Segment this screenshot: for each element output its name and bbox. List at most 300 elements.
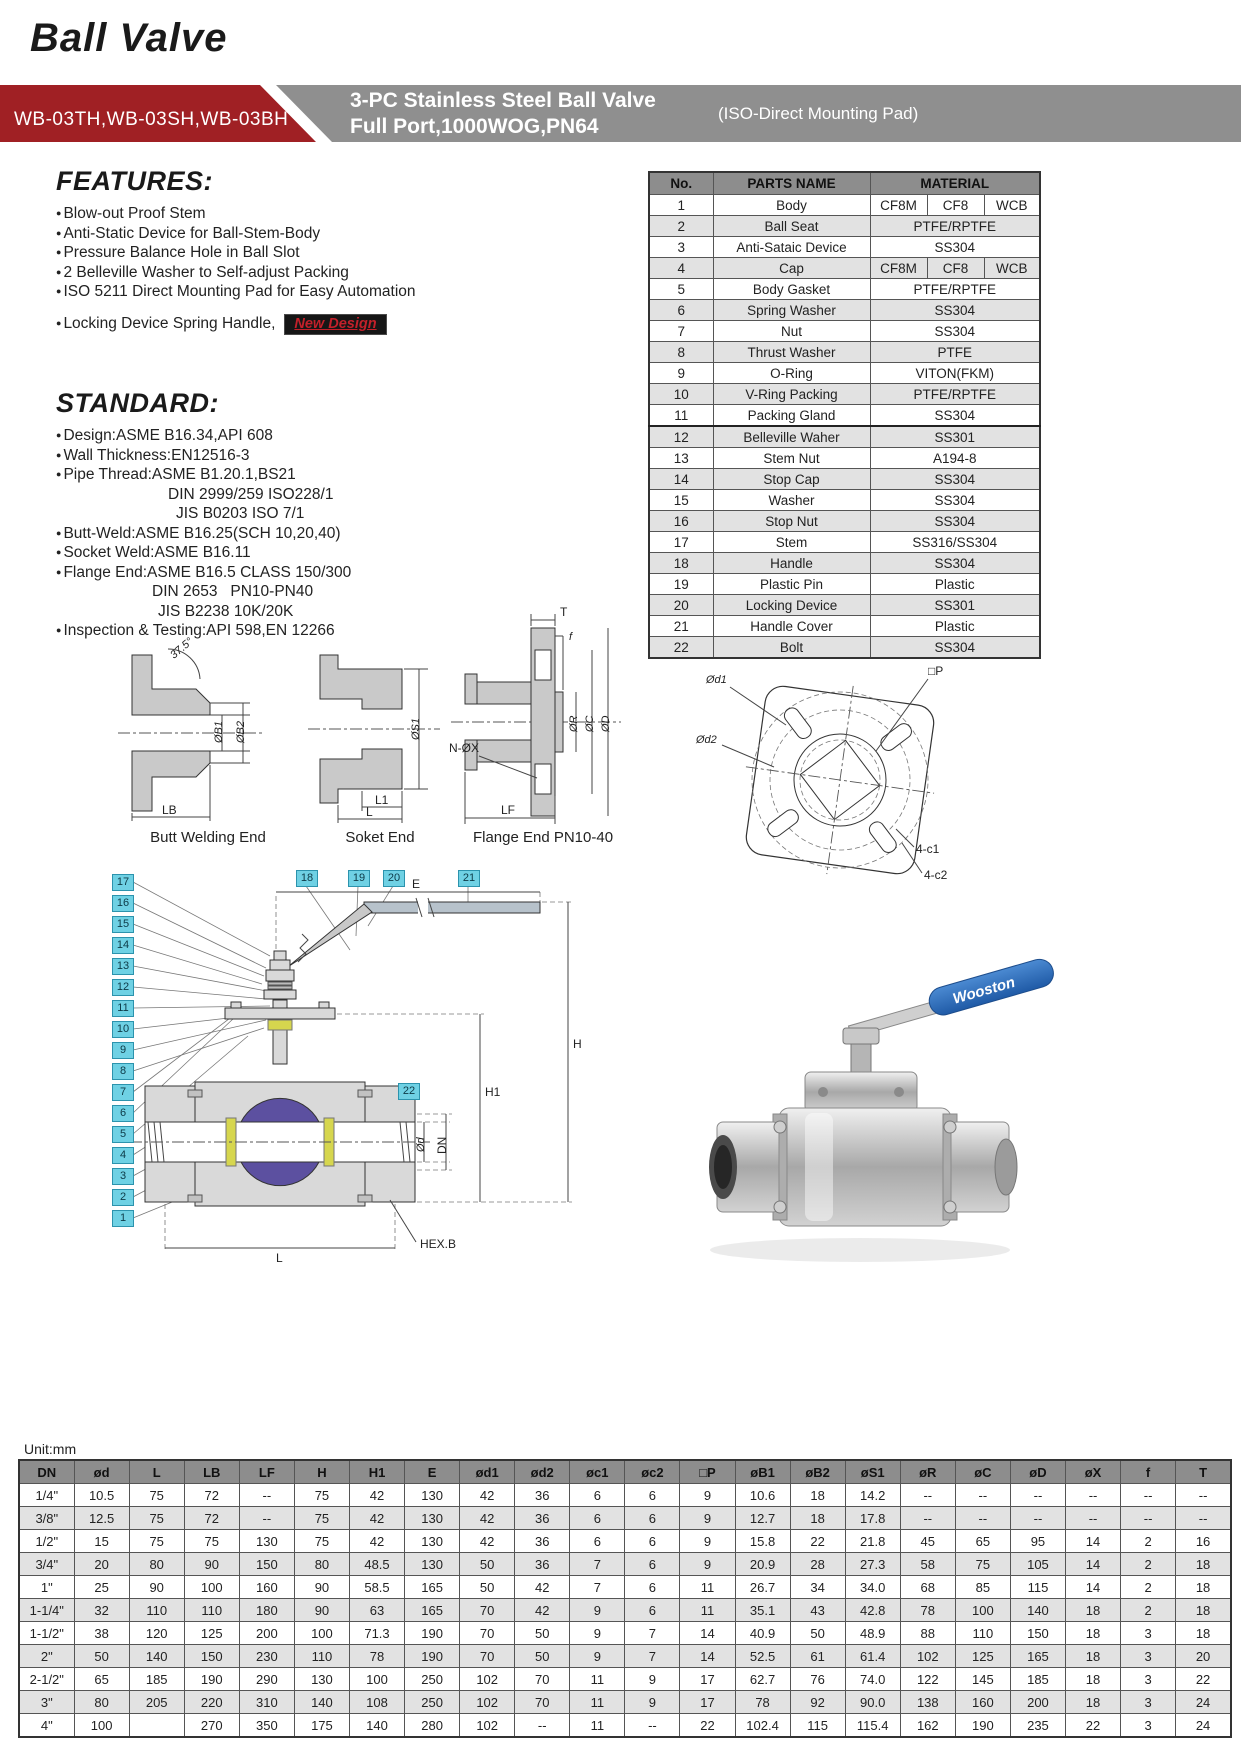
dims-cell: 50: [515, 1645, 570, 1668]
flange-end-drawing: [445, 600, 635, 828]
dims-cell: 6: [570, 1507, 625, 1530]
part-material: SS304: [870, 490, 1040, 511]
parts-row: [649, 532, 1040, 553]
dims-cell: 140: [129, 1645, 184, 1668]
dims-cell: 7: [570, 1576, 625, 1599]
parts-row: [649, 553, 1040, 574]
dims-cell: 50: [74, 1645, 129, 1668]
dims-cell: 36: [515, 1530, 570, 1553]
dims-cell: 6: [625, 1553, 680, 1576]
dims-cell: --: [1065, 1507, 1120, 1530]
part-material: SS301: [870, 595, 1040, 616]
dims-cell: 175: [294, 1714, 349, 1738]
valve-body-center: [779, 1108, 951, 1226]
dims-cell: 130: [405, 1553, 460, 1576]
dims-cell: 2: [1121, 1553, 1176, 1576]
dims-cell: 48.9: [845, 1622, 900, 1645]
dims-cell: 74.0: [845, 1668, 900, 1691]
dims-cell: 3: [1121, 1714, 1176, 1738]
standard-heading: STANDARD:: [56, 388, 219, 418]
dims-cell: 100: [184, 1576, 239, 1599]
dims-cell: 160: [239, 1576, 294, 1599]
product-photo: [655, 900, 1075, 1285]
dims-cell: --: [1010, 1507, 1065, 1530]
dims-col-header: E: [405, 1460, 460, 1484]
part-callout: 15: [112, 916, 134, 933]
parts-table-body: [649, 195, 1040, 659]
part-material: PTFE/RPTFE: [870, 216, 1040, 237]
pad-p-label: □P: [928, 664, 944, 678]
dims-cell: 1/2": [19, 1530, 74, 1553]
dims-cell: 75: [129, 1530, 184, 1553]
dims-cell: 42.8: [845, 1599, 900, 1622]
flange-c-label: ØC: [584, 715, 596, 732]
dims-row: [19, 1484, 1231, 1507]
dims-cell: 150: [184, 1645, 239, 1668]
dims-cell: 138: [900, 1691, 955, 1714]
dims-cell: 3": [19, 1691, 74, 1714]
dims-cell: 34: [790, 1576, 845, 1599]
dims-cell: 11: [680, 1599, 735, 1622]
part-callout: 13: [112, 958, 134, 975]
bullet: ●: [56, 469, 62, 479]
dims-cell: --: [955, 1507, 1010, 1530]
dims-cell: 150: [1010, 1622, 1065, 1645]
dims-cell: 160: [955, 1691, 1010, 1714]
dims-col-header: øc1: [570, 1460, 625, 1484]
part-no: 3: [649, 237, 713, 258]
dims-cell: 20: [74, 1553, 129, 1576]
feature-item: ● Blow-out Proof Stem: [56, 205, 206, 222]
standard-item: JIS B0203 ISO 7/1: [176, 505, 305, 522]
butt-b2-label: ØB2: [235, 720, 247, 743]
dims-cell: --: [1176, 1484, 1231, 1507]
dims-cell: 140: [1010, 1599, 1065, 1622]
dims-col-header: ød1: [460, 1460, 515, 1484]
dims-cell: 3: [1121, 1668, 1176, 1691]
bullet: ●: [56, 430, 62, 440]
dims-cell: 100: [349, 1668, 404, 1691]
flange-caption: Flange End PN10-40: [472, 829, 614, 846]
socket-caption: Soket End: [345, 829, 415, 846]
butt-weld-end-drawing: [110, 625, 288, 825]
dims-cell: 26.7: [735, 1576, 790, 1599]
dims-cell: 9: [570, 1645, 625, 1668]
parts-row: [649, 237, 1040, 258]
part-material: PTFE/RPTFE: [870, 384, 1040, 405]
dims-cell: 3: [1121, 1622, 1176, 1645]
part-name: Body Gasket: [713, 279, 870, 300]
dims-cell: 230: [239, 1645, 294, 1668]
dims-cell: 52.5: [735, 1645, 790, 1668]
part-callout: 9: [112, 1042, 134, 1059]
part-name: Belleville Waher: [713, 426, 870, 448]
part-callout: 7: [112, 1084, 134, 1101]
part-material: SS304: [870, 469, 1040, 490]
dims-cell: 18: [1176, 1576, 1231, 1599]
dims-cell: 102: [460, 1668, 515, 1691]
dims-cell: 18: [790, 1507, 845, 1530]
dims-cell: 18: [1065, 1691, 1120, 1714]
dims-cell: --: [1121, 1507, 1176, 1530]
dims-cell: 6: [625, 1507, 680, 1530]
pad-d1-label: Ød1: [706, 674, 727, 686]
dims-cell: 90: [294, 1576, 349, 1599]
dims-cell: 7: [625, 1622, 680, 1645]
part-material: CF8M: [870, 258, 927, 279]
dims-cell: 9: [570, 1599, 625, 1622]
dims-cell: 190: [955, 1714, 1010, 1738]
part-name: Handle Cover: [713, 616, 870, 637]
standard-item: ● Socket Weld:ASME B16.11: [56, 544, 251, 561]
flange-r-label: ØR: [568, 715, 580, 732]
bullet: ●: [56, 625, 62, 635]
part-callout: 4: [112, 1147, 134, 1164]
part-no: 5: [649, 279, 713, 300]
dims-cell: 105: [1010, 1553, 1065, 1576]
bullet: ●: [56, 227, 62, 238]
part-material: WCB: [984, 195, 1040, 216]
dims-row: [19, 1599, 1231, 1622]
part-callout: 17: [112, 874, 134, 891]
part-material: CF8: [927, 258, 984, 279]
dims-cell: 18: [1065, 1599, 1120, 1622]
parts-row: [649, 405, 1040, 427]
dims-cell: 115.4: [845, 1714, 900, 1738]
part-material: SS304: [870, 237, 1040, 258]
dims-cell: 27.3: [845, 1553, 900, 1576]
dims-cell: 200: [1010, 1691, 1065, 1714]
col-parts-name: PARTS NAME: [713, 172, 870, 195]
dims-cell: 75: [184, 1530, 239, 1553]
part-name: O-Ring: [713, 363, 870, 384]
bullet: ●: [56, 449, 62, 460]
part-no: 19: [649, 574, 713, 595]
dims-cell: 130: [239, 1530, 294, 1553]
feature-item: ● ISO 5211 Direct Mounting Pad for Easy Automation: [56, 283, 416, 300]
part-name: Packing Gland: [713, 405, 870, 427]
part-name: Body: [713, 195, 870, 216]
pad-d2-label: Ød2: [696, 734, 717, 746]
dims-cell: 48.5: [349, 1553, 404, 1576]
dims-cell: 70: [460, 1645, 515, 1668]
parts-row: [649, 216, 1040, 237]
parts-row: [649, 321, 1040, 342]
dims-cell: 20.9: [735, 1553, 790, 1576]
dims-cell: 6: [570, 1484, 625, 1507]
part-no: 22: [649, 637, 713, 659]
dims-cell: 250: [405, 1691, 460, 1714]
dims-cell: 140: [349, 1714, 404, 1738]
parts-row: [649, 469, 1040, 490]
dims-cell: 310: [239, 1691, 294, 1714]
dims-cell: --: [1121, 1484, 1176, 1507]
dims-cell: 36: [515, 1484, 570, 1507]
dims-cell: 11: [570, 1714, 625, 1738]
part-no: 12: [649, 426, 713, 448]
dims-cell: 22: [680, 1714, 735, 1738]
mounting-pad-drawing: [690, 645, 970, 910]
dims-cell: 18: [1176, 1622, 1231, 1645]
dim-dn-label: DN: [435, 1136, 449, 1154]
dims-cell: 9: [625, 1668, 680, 1691]
part-callout: 22: [398, 1083, 420, 1100]
parts-row: [649, 342, 1040, 363]
standard-item: JIS B2238 10K/20K: [158, 602, 294, 620]
dims-cell: 102: [900, 1645, 955, 1668]
part-name: Nut: [713, 321, 870, 342]
dims-cell: --: [239, 1484, 294, 1507]
dims-cell: 9: [680, 1507, 735, 1530]
dims-row: [19, 1507, 1231, 1530]
dims-cell: 78: [735, 1691, 790, 1714]
dims-cell: 24: [1176, 1691, 1231, 1714]
dims-row: [19, 1530, 1231, 1553]
dims-row: [19, 1668, 1231, 1691]
flange-t-label: T: [560, 605, 568, 619]
dims-cell: 75: [129, 1484, 184, 1507]
dims-cell: 42: [460, 1507, 515, 1530]
part-material: SS304: [870, 405, 1040, 427]
dims-cell: 11: [570, 1691, 625, 1714]
part-material: SS304: [870, 511, 1040, 532]
dims-cell: 100: [74, 1714, 129, 1738]
part-callout: 11: [112, 1000, 134, 1017]
part-name: Bolt: [713, 637, 870, 659]
dims-cell: 125: [184, 1622, 239, 1645]
dims-cell: 2: [1121, 1599, 1176, 1622]
dims-cell: 6: [570, 1530, 625, 1553]
dims-cell: 61.4: [845, 1645, 900, 1668]
dims-cell: 102: [460, 1714, 515, 1738]
dims-cell: 145: [955, 1668, 1010, 1691]
dims-cell: 110: [129, 1599, 184, 1622]
dims-cell: 50: [790, 1622, 845, 1645]
dim-h1-label: H1: [485, 1085, 501, 1099]
part-no: 21: [649, 616, 713, 637]
dims-cell: 50: [460, 1576, 515, 1599]
dims-col-header: H1: [349, 1460, 404, 1484]
flange-nx-label: N-ØX: [449, 741, 479, 755]
dims-cell: 6: [625, 1576, 680, 1599]
dims-cell: 11: [570, 1668, 625, 1691]
part-material: WCB: [984, 258, 1040, 279]
dims-cell: 70: [515, 1668, 570, 1691]
dims-cell: 10.6: [735, 1484, 790, 1507]
part-material: Plastic: [870, 574, 1040, 595]
standard-item: ● Inspection & Testing:API 598,EN 12266: [56, 622, 335, 639]
dims-cell: 18: [1065, 1622, 1120, 1645]
part-no: 9: [649, 363, 713, 384]
dims-col-header: øR: [900, 1460, 955, 1484]
dims-cell: 7: [570, 1553, 625, 1576]
dim-e-label: E: [412, 877, 421, 891]
dims-cell: 45: [900, 1530, 955, 1553]
dims-cell: --: [1065, 1484, 1120, 1507]
dims-col-header: øX: [1065, 1460, 1120, 1484]
parts-row: [649, 300, 1040, 321]
dims-cell: 42: [515, 1599, 570, 1622]
standard-item: ● Pipe Thread:ASME B1.20.1,BS21: [56, 466, 296, 483]
dims-cell: 120: [129, 1622, 184, 1645]
dims-cell: 90: [294, 1599, 349, 1622]
parts-row: [649, 574, 1040, 595]
dims-cell: 75: [294, 1530, 349, 1553]
parts-row: [649, 279, 1040, 300]
part-callout: 19: [348, 870, 370, 887]
dims-cell: 58.5: [349, 1576, 404, 1599]
dims-cell: 290: [239, 1668, 294, 1691]
dim-h-label: H: [573, 1037, 582, 1051]
dims-cell: 15.8: [735, 1530, 790, 1553]
socket-end-drawing: [300, 625, 460, 825]
part-material: CF8: [927, 195, 984, 216]
bullet: ●: [56, 266, 62, 277]
dims-cell: 75: [955, 1553, 1010, 1576]
dims-cell: 42: [515, 1576, 570, 1599]
dimensions-table: [18, 1459, 1232, 1738]
dims-cell: 102.4: [735, 1714, 790, 1738]
dims-cell: 65: [74, 1668, 129, 1691]
part-no: 8: [649, 342, 713, 363]
dims-cell: 58: [900, 1553, 955, 1576]
dims-col-header: L: [129, 1460, 184, 1484]
bullet: ●: [56, 286, 62, 296]
dims-cell: 1-1/2": [19, 1622, 74, 1645]
dims-cell: 3: [1121, 1691, 1176, 1714]
part-name: Thrust Washer: [713, 342, 870, 363]
part-callout: 14: [112, 937, 134, 954]
model-codes: WB-03TH,WB-03SH,WB-03BH: [14, 109, 289, 130]
dims-cell: 140: [294, 1691, 349, 1714]
butt-weld-caption: Butt Welding End: [150, 829, 266, 846]
part-callout: 10: [112, 1021, 134, 1038]
dims-cell: 14: [1065, 1576, 1120, 1599]
handle-brand-text: Wooston: [950, 973, 1018, 1008]
socket-l1-label: L1: [375, 793, 389, 807]
dims-cell: --: [900, 1507, 955, 1530]
dims-cell: 130: [294, 1668, 349, 1691]
dims-col-header: f: [1121, 1460, 1176, 1484]
part-callout: 3: [112, 1168, 134, 1185]
dims-cell: 42: [349, 1507, 404, 1530]
dims-cell: 18: [1065, 1668, 1120, 1691]
dims-cell: 50: [460, 1553, 515, 1576]
dims-cell: 22: [790, 1530, 845, 1553]
dims-cell: 9: [680, 1530, 735, 1553]
locking-feature-row: [56, 314, 496, 335]
bullet: ●: [56, 566, 62, 577]
part-material: SS301: [870, 426, 1040, 448]
dims-cell: 102: [460, 1691, 515, 1714]
dims-cell: 36: [515, 1507, 570, 1530]
dims-cell: 11: [680, 1576, 735, 1599]
dims-cell: 38: [74, 1622, 129, 1645]
dims-cell: 12.5: [74, 1507, 129, 1530]
dim-l-label: L: [276, 1251, 283, 1265]
dims-cell: 270: [184, 1714, 239, 1738]
part-no: 17: [649, 532, 713, 553]
part-callout: 8: [112, 1063, 134, 1080]
dims-cell: 350: [239, 1714, 294, 1738]
header-banner: [0, 85, 1241, 142]
feature-item: ● Pressure Balance Hole in Ball Slot: [56, 244, 300, 261]
part-no: 1: [649, 195, 713, 216]
dims-cell: 108: [349, 1691, 404, 1714]
part-no: 2: [649, 216, 713, 237]
product-note: (ISO-Direct Mounting Pad): [718, 104, 919, 123]
dims-cell: 18: [1176, 1599, 1231, 1622]
dims-cell: 18: [1176, 1553, 1231, 1576]
dims-cell: 61: [790, 1645, 845, 1668]
dims-cell: 14.2: [845, 1484, 900, 1507]
dims-row: [19, 1645, 1231, 1668]
part-no: 6: [649, 300, 713, 321]
dims-cell: --: [625, 1714, 680, 1738]
part-no: 16: [649, 511, 713, 532]
part-material: SS304: [870, 553, 1040, 574]
butt-b1-label: ØB1: [213, 720, 225, 743]
dims-cell: 92: [790, 1691, 845, 1714]
dims-cell: 3/8": [19, 1507, 74, 1530]
dims-cell: 130: [405, 1484, 460, 1507]
dims-col-header: øB2: [790, 1460, 845, 1484]
part-callout: 18: [296, 870, 318, 887]
dims-cell: 43: [790, 1599, 845, 1622]
dims-cell: 80: [294, 1553, 349, 1576]
dims-cell: 1-1/4": [19, 1599, 74, 1622]
dims-cell: 125: [955, 1645, 1010, 1668]
dims-col-header: LF: [239, 1460, 294, 1484]
part-callout: 1: [112, 1210, 134, 1227]
part-name: Stem Nut: [713, 448, 870, 469]
dims-col-header: øc2: [625, 1460, 680, 1484]
part-material: SS304: [870, 637, 1040, 659]
part-name: Stop Nut: [713, 511, 870, 532]
dims-col-header: ød2: [515, 1460, 570, 1484]
part-no: 4: [649, 258, 713, 279]
parts-row: [649, 363, 1040, 384]
parts-row: [649, 384, 1040, 405]
socket-s1-label: ØS1: [410, 717, 422, 740]
dims-cell: 2: [1121, 1576, 1176, 1599]
dims-cell: 14: [680, 1622, 735, 1645]
col-no: No.: [649, 172, 713, 195]
dims-col-header: LB: [184, 1460, 239, 1484]
locking-feature-text: ● Locking Device Spring Handle,: [56, 315, 276, 333]
part-material: PTFE/RPTFE: [870, 279, 1040, 300]
dims-cell: 22: [1065, 1714, 1120, 1738]
butt-angle-label: 37.5°: [168, 635, 196, 662]
dims-col-header: øB1: [735, 1460, 790, 1484]
dims-cell: 78: [349, 1645, 404, 1668]
part-material: VITON(FKM): [870, 363, 1040, 384]
features-heading: FEATURES:: [56, 166, 213, 196]
dims-cell: 70: [460, 1622, 515, 1645]
part-callout: 5: [112, 1126, 134, 1143]
dims-cell: 165: [405, 1599, 460, 1622]
dims-cell: 17: [680, 1691, 735, 1714]
dims-col-header: ød: [74, 1460, 129, 1484]
dims-col-header: T: [1176, 1460, 1231, 1484]
part-callout: 2: [112, 1189, 134, 1206]
dims-cell: 40.9: [735, 1622, 790, 1645]
dims-cell: --: [239, 1507, 294, 1530]
dims-cell: --: [955, 1484, 1010, 1507]
parts-row: [649, 595, 1040, 616]
cross-section-diagram: [100, 850, 648, 1320]
dims-cell: 17: [680, 1668, 735, 1691]
